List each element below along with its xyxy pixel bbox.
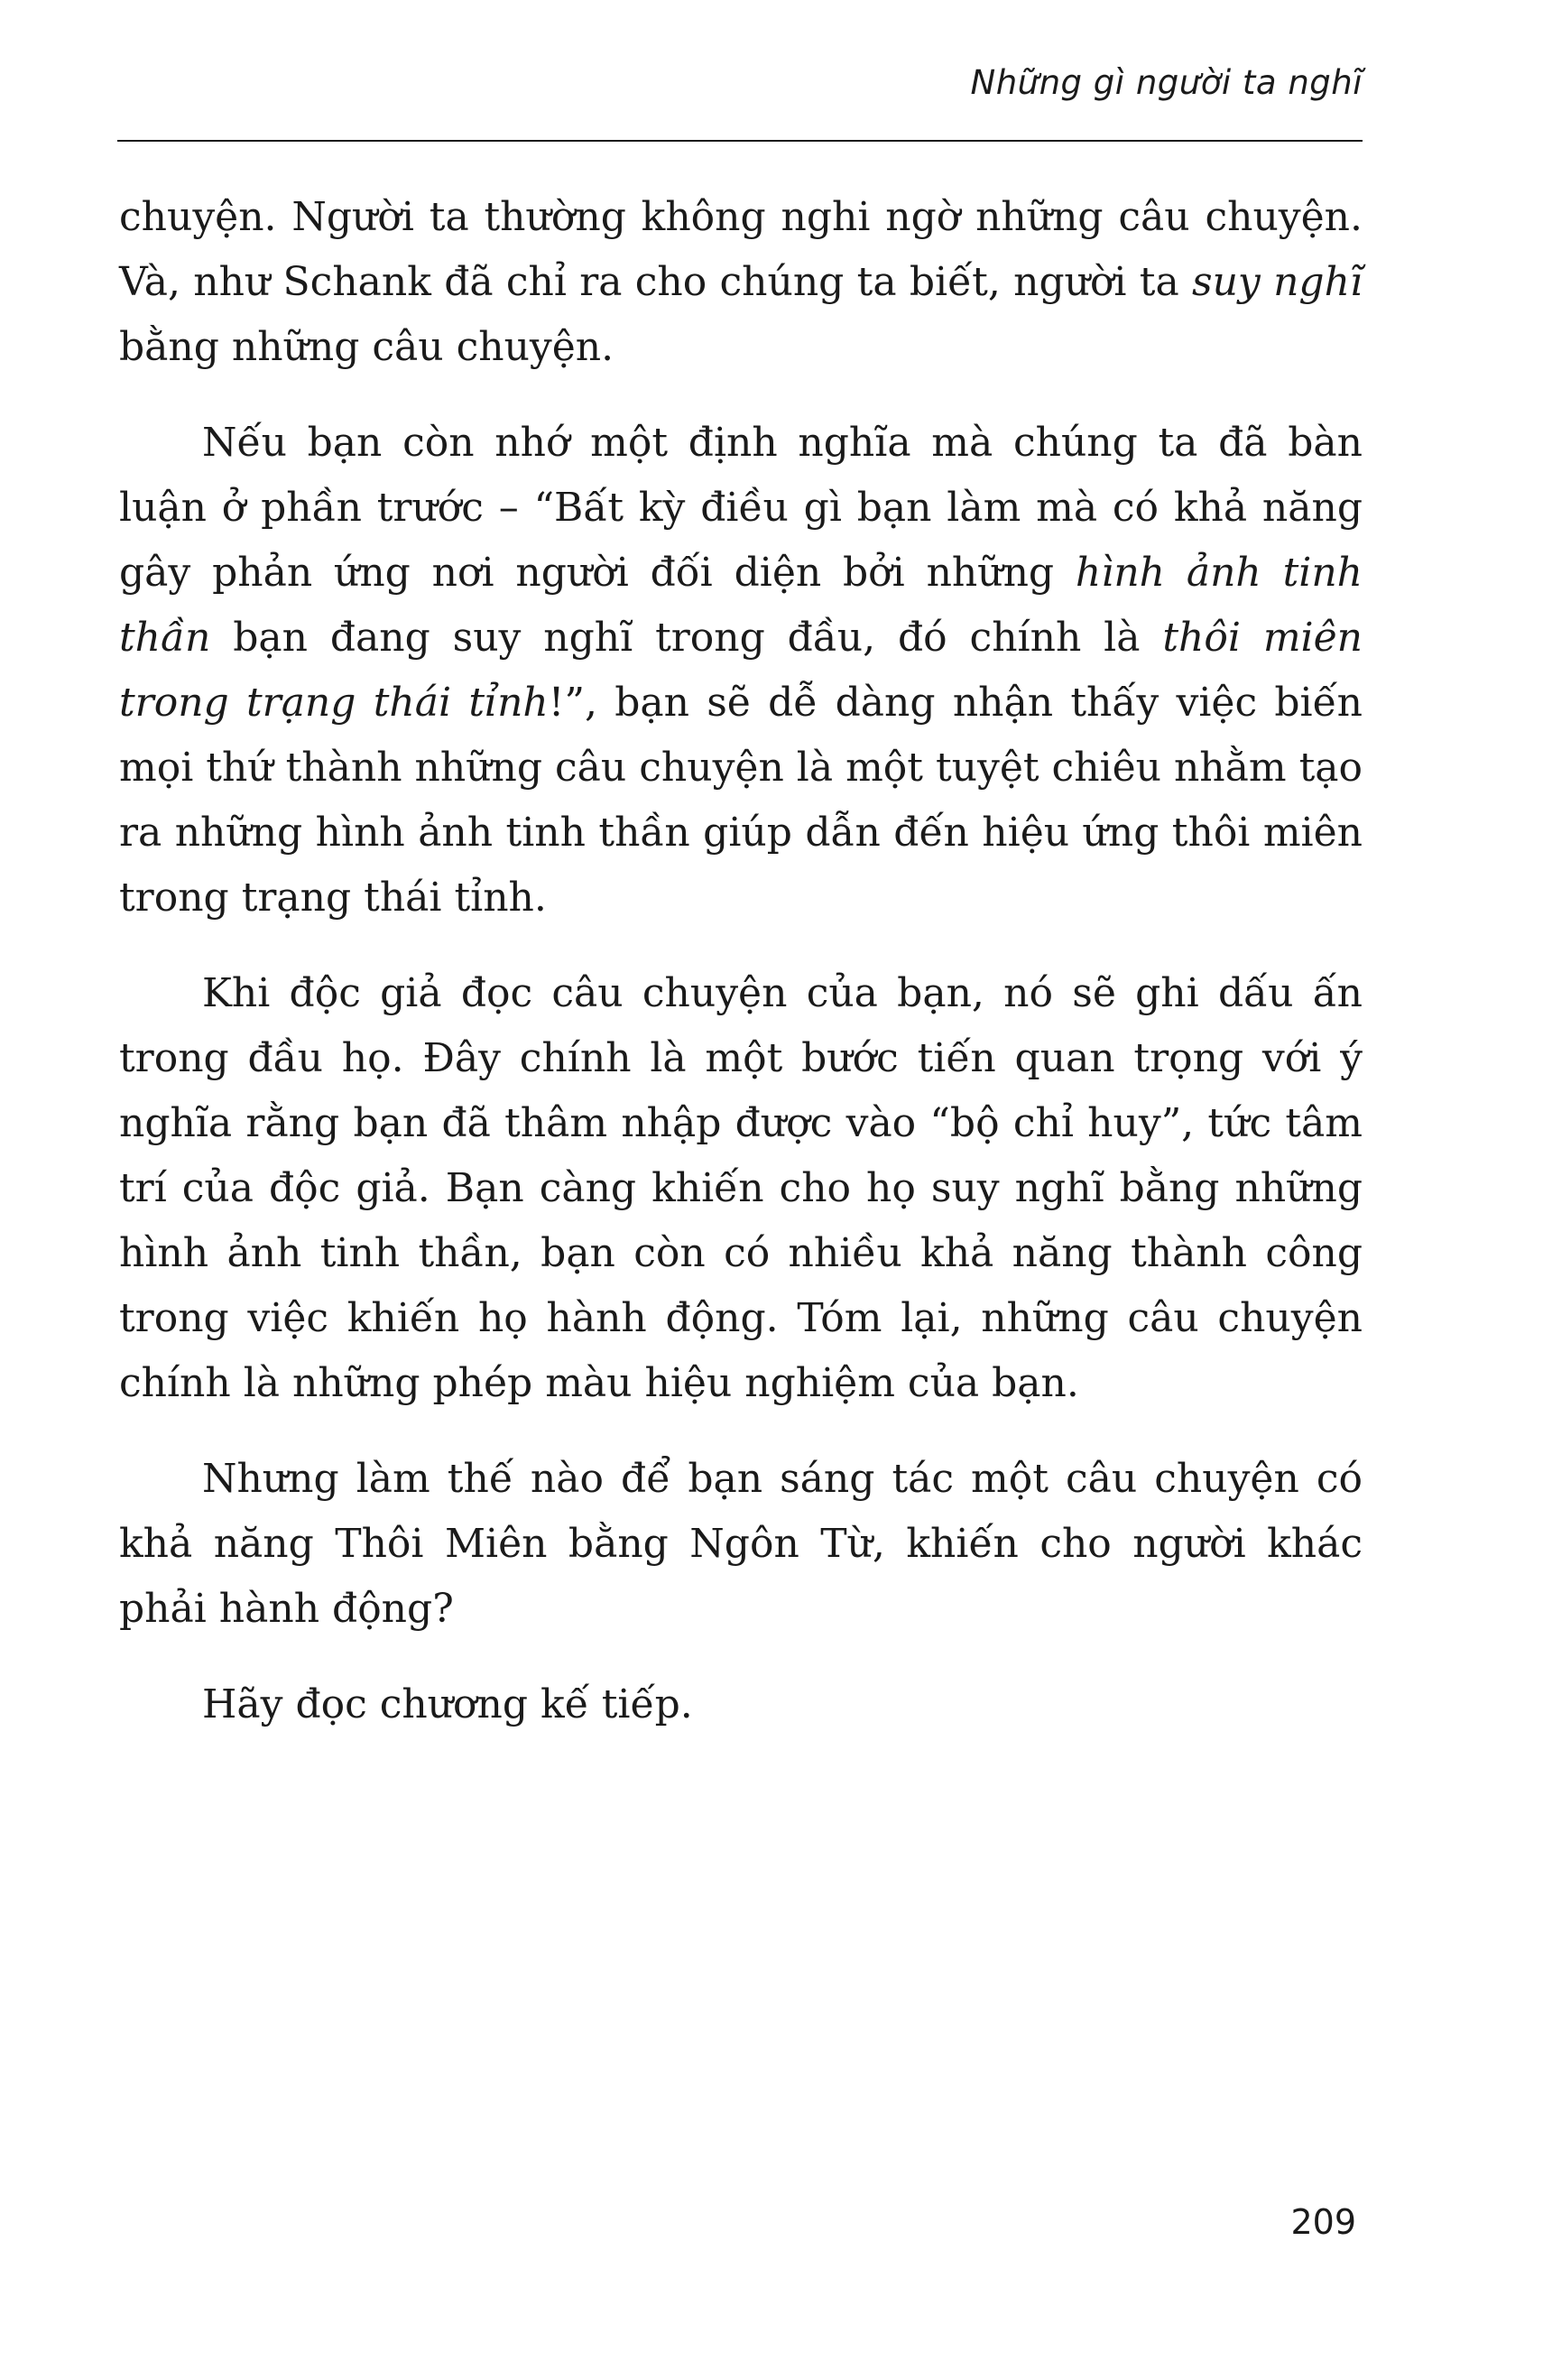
paragraph	[119, 1672, 1363, 1737]
paragraph-text: Nếu bạn còn nhớ một định nghĩa mà chúng ta đã bàn luận ở phần trước – “Bất kỳ điều gì bạn làm mà có khả năng gây phản ứng nơi người đối diện bởi những	[119, 420, 1363, 596]
emphasis-text: suy nghĩ	[1192, 259, 1363, 305]
paragraph-text: chuyện. Người ta thường không nghi ngờ những câu chuyện. Và, như Schank đã chỉ ra cho chúng ta biết, người ta	[119, 194, 1363, 305]
paragraph-text: Nhưng làm thế nào để bạn sáng tác một câu chuyện có khả năng Thôi Miên bằng Ngôn Từ, khiến cho người khác phải hành động?	[119, 1456, 1363, 1632]
paragraph-text: bằng những câu chuyện.	[119, 324, 614, 370]
running-header-title: Những gì người ta nghĩ	[970, 63, 1363, 102]
page-number: 209	[1290, 2202, 1356, 2242]
paragraph	[119, 185, 1363, 380]
body-text	[119, 185, 1363, 1768]
paragraph-text: Hãy đọc chương kế tiếp.	[202, 1681, 693, 1727]
paragraph	[119, 411, 1363, 931]
paragraph	[119, 1447, 1363, 1642]
paragraph-text: Khi độc giả đọc câu chuyện của bạn, nó sẽ ghi dấu ấn trong đầu họ. Đây chính là một bước tiến quan trọng với ý nghĩa rằng bạn đã thâm nhập được vào “bộ chỉ huy”, tức tâm trí của độc giả. Bạn càng khiến cho họ suy nghĩ bằng những hình ảnh tinh thần, bạn còn có nhiều khả năng thành công trong việc khiến họ hành động. Tóm lại, những câu chuyện chính là những phép màu hiệu nghiệm của bạn.	[119, 970, 1363, 1406]
paragraph-text: bạn đang suy nghĩ trong đầu, đó chính là	[210, 615, 1163, 661]
emphasis-text: thôi miên trong trạng thái tỉnh	[119, 615, 1363, 726]
paragraph	[119, 961, 1363, 1416]
header-rule	[117, 140, 1363, 142]
emphasis-text: hình ảnh tinh thần	[119, 550, 1363, 661]
paragraph-text: !”, bạn sẽ dễ dàng nhận thấy việc biến mọi thứ thành những câu chuyện là một tuyệt chiêu nhằm tạo ra những hình ảnh tinh thần giúp dẫn đến hiệu ứng thôi miên trong trạng thái tỉnh.	[119, 680, 1363, 921]
